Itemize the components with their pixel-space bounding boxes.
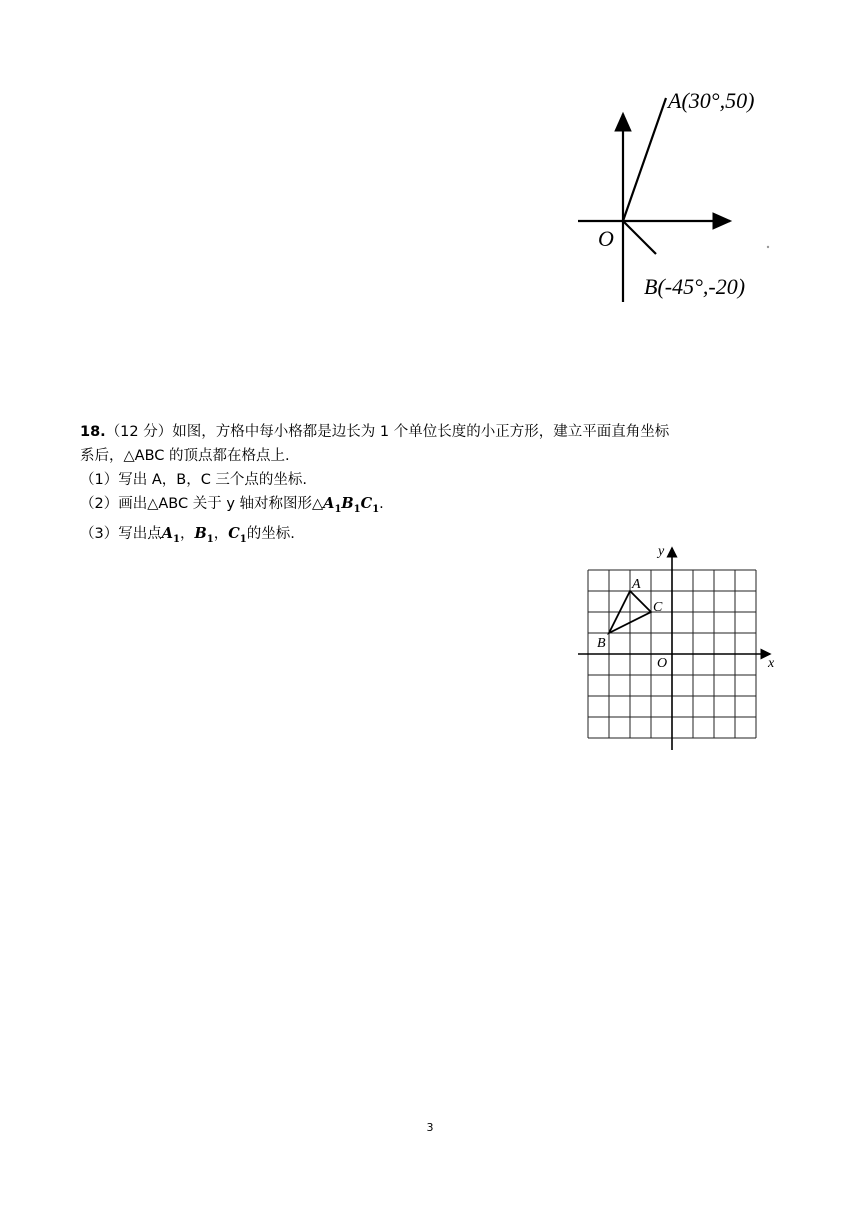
- part-2: [80, 492, 790, 522]
- part-3: （3）写出点$A_1$，$B_1$，$C_1$的坐标.: [80, 524, 295, 545]
- vertex-b-label: B: [597, 636, 606, 651]
- question-number: 18.: [80, 424, 106, 440]
- point-a-label: A(30°,50): [668, 88, 755, 113]
- a1-symbol-p3: $A_1$: [161, 524, 180, 545]
- stray-dot: [767, 246, 769, 248]
- vertex-a-label: A: [632, 577, 641, 592]
- grid-triangle-figure: [574, 538, 786, 754]
- question-18: [80, 420, 790, 552]
- a1-symbol: $A_1$: [323, 495, 342, 515]
- b1-symbol-p3: $B_1$: [194, 524, 214, 545]
- ray-ob: [623, 221, 656, 254]
- grid-x-label: x: [768, 656, 775, 671]
- c1-symbol: $C_1$: [360, 495, 380, 515]
- part-2-suffix: .: [379, 496, 384, 512]
- part-3-suffix: 的坐标.: [246, 525, 295, 542]
- question-stem: [80, 420, 790, 444]
- c1-symbol-p3: $C_1$: [228, 524, 247, 545]
- polar-coordinate-figure: [570, 84, 790, 306]
- stem-line-1: 如图，方格中每小格都是边长为 1 个单位长度的小正方形，建立平面直角坐标: [172, 424, 670, 440]
- b1-symbol: $B_1$: [341, 495, 361, 515]
- part-2-prefix: （2）画出△ABC 关于 y 轴对称图形△: [80, 496, 324, 512]
- vertex-c-label: C: [653, 600, 663, 615]
- page-number: 3: [426, 1121, 434, 1134]
- origin-label: O: [598, 226, 614, 251]
- grid-y-label: y: [658, 544, 665, 559]
- point-b-label: B(-45°,-20): [644, 274, 746, 299]
- part-3-prefix: （3）写出点: [80, 525, 162, 542]
- question-score: （12 分）: [105, 424, 173, 440]
- grid-origin-label: O: [657, 656, 668, 671]
- part-1: （1）写出 A，B，C 三个点的坐标.: [80, 472, 308, 488]
- stem-line-2: 系后，△ABC 的顶点都在格点上.: [80, 448, 290, 464]
- ray-oa: [623, 98, 666, 221]
